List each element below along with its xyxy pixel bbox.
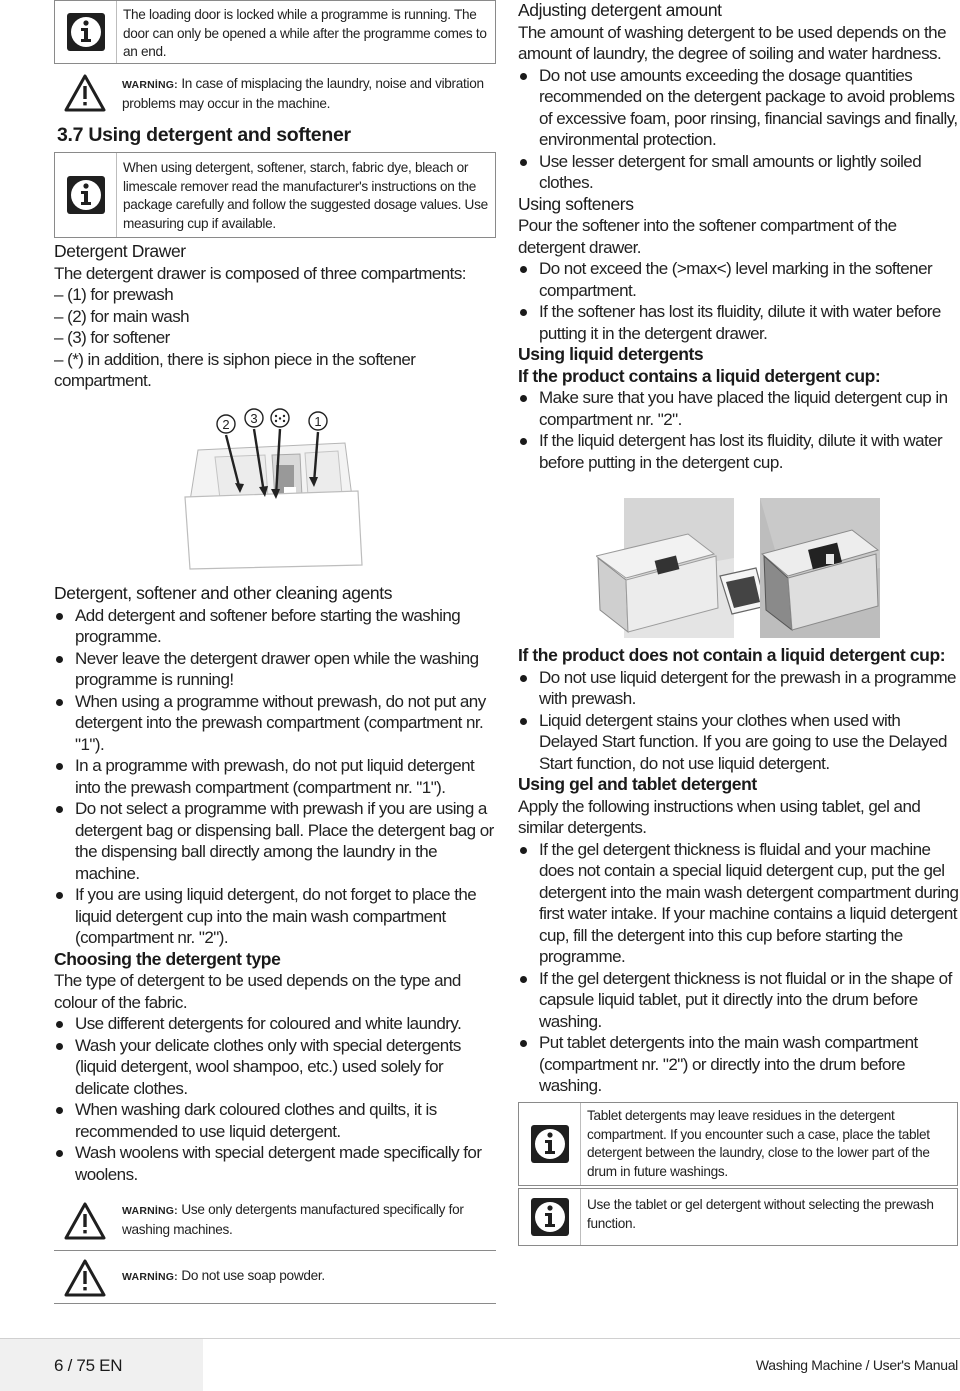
- list-item: Never leave the detergent drawer open while the washing programme is running!: [54, 648, 496, 691]
- softeners-heading: Using softeners: [518, 193, 634, 214]
- list-item: Do not select a programme with prewash if you are using a detergent bag or dispensing ball. Place the detergent bag or the dispensing ball directly among the laundry in the machine.: [54, 798, 496, 884]
- list-item: In a programme with prewash, do not put liquid detergent into the prewash compartment (compartment nr. "1").: [54, 755, 496, 798]
- info-icon: [66, 175, 106, 215]
- cup-heading: If the product contains a liquid detergent cup:: [518, 365, 881, 386]
- list-item: If the gel detergent thickness is fluidal and your machine does not contain a special liquid detergent cup, put the gel detergent into the main wash detergent compartment during first water intake. If your machine contains a liquid detergent cup, fill the detergent into this cup before starting the programme.: [518, 839, 960, 968]
- softeners-list: [518, 258, 960, 344]
- info-note-text: Use the tablet or gel detergent without selecting the prewash function.: [587, 1197, 934, 1231]
- warning-text: In case of misplacing the laundry, noise and vibration problems may occur in the machine.: [122, 76, 484, 111]
- list-item: Use different detergents for coloured and white laundry.: [54, 1013, 496, 1035]
- drawer-item: – (1) for prewash: [54, 285, 174, 304]
- info-note-text: When using detergent, softener, starch, fabric dye, bleach or limescale remover read the manufacturer's instructions on the package carefully and follow the suggested dosage values. Use measuring cup if available.: [123, 160, 488, 231]
- compartment-2-label: 2: [222, 417, 230, 432]
- no-cup-block: [518, 645, 960, 1097]
- warning-triangle-icon: [63, 1258, 107, 1298]
- gel-intro: Apply the following instructions when using tablet, gel and similar detergents.: [518, 796, 921, 837]
- list-item: Wash woolens with special detergent made specifically for woolens.: [54, 1142, 496, 1185]
- choosing-heading: Choosing the detergent type: [54, 948, 281, 969]
- list-item: Make sure that you have placed the liquid detergent cup in compartment nr. "2".: [518, 387, 960, 430]
- drawer-item: – (3) for softener: [54, 328, 170, 347]
- softeners-intro: Pour the softener into the softener compartment of the detergent drawer.: [518, 216, 897, 257]
- list-item: Do not exceed the (>max<) level marking in the softener compartment.: [518, 258, 960, 301]
- liquid-heading: Using liquid detergents: [518, 344, 704, 364]
- cleaning-agents-list: [54, 605, 496, 949]
- manual-title: Washing Machine / User's Manual: [755, 1357, 958, 1373]
- info-note-door-locked: [54, 0, 496, 64]
- choosing-intro: The type of detergent to be used depends on the type and colour of the fabric.: [54, 971, 461, 1012]
- info-note-text: Tablet detergents may leave residues in the detergent compartment. If you encounter such a case, place the tablet detergent between the laundry, close to the lower part of the drum in future washings.: [587, 1108, 930, 1179]
- nocup-heading: If the product does not contain a liquid detergent cup:: [518, 645, 946, 665]
- compartment-1-label: 1: [314, 414, 322, 429]
- list-item: Liquid detergent stains your clothes when used with Delayed Start function. If you are going to use the Delayed Start function, do not use liquid detergent.: [518, 710, 960, 775]
- info-note-manufacturer: [54, 152, 496, 238]
- list-item: Do not use amounts exceeding the dosage quantities recommended on the detergent package to avoid problems of excessive foam, poor rinsing, financial savings and finally, environmental protection.: [518, 65, 960, 151]
- page-number: 6 / 75 EN: [0, 1339, 203, 1391]
- info-note-no-prewash: [518, 1188, 958, 1246]
- adjust-heading: Adjusting detergent amount: [518, 0, 722, 20]
- warning-note-text: [116, 1191, 496, 1250]
- warning-note-soap: [54, 1253, 496, 1304]
- info-icon-cell: [519, 1103, 581, 1185]
- nocup-list: [518, 667, 960, 775]
- warning-icon-cell: [54, 1191, 116, 1250]
- gel-list: [518, 839, 960, 1097]
- warning-label: WARNİNG:: [122, 1271, 178, 1283]
- list-item: When using a programme without prewash, do not put any detergent into the prewash compartment (compartment nr. "1").: [54, 691, 496, 756]
- warning-note-text: [116, 1253, 331, 1303]
- warning-triangle-icon: [63, 73, 107, 113]
- adjust-list: [518, 65, 960, 194]
- info-icon-cell: [519, 1189, 581, 1245]
- drawer-heading: Detergent Drawer: [54, 241, 186, 261]
- page-footer: [0, 1338, 960, 1391]
- list-item: If the softener has lost its fluidity, dilute it with water before putting it in the detergent drawer.: [518, 301, 960, 344]
- gel-heading: Using gel and tablet detergent: [518, 774, 757, 794]
- info-note-text: The loading door is locked while a programme is running. The door can only be opened a while after the programme comes to an end.: [123, 7, 487, 59]
- info-icon: [66, 12, 106, 52]
- choosing-list: [54, 1013, 496, 1185]
- drawer-intro: The detergent drawer is composed of three compartments:: [54, 263, 466, 283]
- warning-note-misplacing: [54, 66, 496, 120]
- drawer-item: – (*) in addition, there is siphon piece in the softener compartment.: [54, 349, 416, 390]
- detergent-drawer-block: [54, 241, 496, 392]
- list-item: Put tablet detergents into the main wash compartment (compartment nr. "2") or directly into the drum before washing.: [518, 1032, 960, 1097]
- list-item: If you are using liquid detergent, do not forget to place the liquid detergent cup into the main wash compartment (compartment nr. "2").: [54, 884, 496, 949]
- list-item: Add detergent and softener before starting the washing programme.: [54, 605, 496, 648]
- drawer-item: – (2) for main wash: [54, 306, 190, 326]
- info-icon-cell: [55, 1, 117, 63]
- list-item: Do not use liquid detergent for the prewash in a programme with prewash.: [518, 667, 960, 710]
- cleaning-agents-heading: Detergent, softener and other cleaning agents: [54, 583, 393, 603]
- list-item: If the gel detergent thickness is not fluidal or in the shape of capsule liquid tablet, put it directly into the drum before washing.: [518, 968, 960, 1033]
- compartment-3-label: 3: [250, 411, 258, 426]
- adjusting-block: [518, 0, 960, 473]
- liquid-detergent-cup-photo: [596, 498, 880, 638]
- info-icon-cell: [55, 153, 117, 237]
- list-item: Use lesser detergent for small amounts or lightly soiled clothes.: [518, 151, 960, 194]
- warning-label: WARNİNG:: [122, 1205, 178, 1217]
- warning-icon-cell: [54, 1253, 116, 1303]
- warning-text: Do not use soap powder.: [177, 1268, 325, 1283]
- adjust-intro: The amount of washing detergent to be used depends on the amount of laundry, the degree of soiling and water hardness.: [518, 22, 946, 63]
- warning-triangle-icon: [63, 1201, 107, 1241]
- warning-text: Use only detergents manufactured specifically for washing machines.: [122, 1202, 464, 1237]
- section-title: 3.7 Using detergent and softener: [57, 124, 351, 146]
- warning-icon-cell: [54, 66, 116, 120]
- list-item: If the liquid detergent has lost its fluidity, dilute it with water before putting in the detergent cup.: [518, 430, 960, 473]
- info-icon: [530, 1197, 570, 1237]
- info-note-tablet-residues: [518, 1102, 958, 1186]
- warning-note-text: [116, 66, 496, 120]
- cleaning-agents-block: [54, 583, 496, 1185]
- warning-note-detergents: [54, 1191, 496, 1251]
- list-item: Wash your delicate clothes only with special detergents (liquid detergent, wool shampoo, etc.) used solely for delicate clothes.: [54, 1035, 496, 1100]
- detergent-drawer-diagram: [180, 405, 370, 570]
- cup-list: [518, 387, 960, 473]
- warning-label: WARNİNG:: [122, 79, 178, 91]
- info-icon: [530, 1124, 570, 1164]
- list-item: When washing dark coloured clothes and quilts, it is recommended to use liquid detergent.: [54, 1099, 496, 1142]
